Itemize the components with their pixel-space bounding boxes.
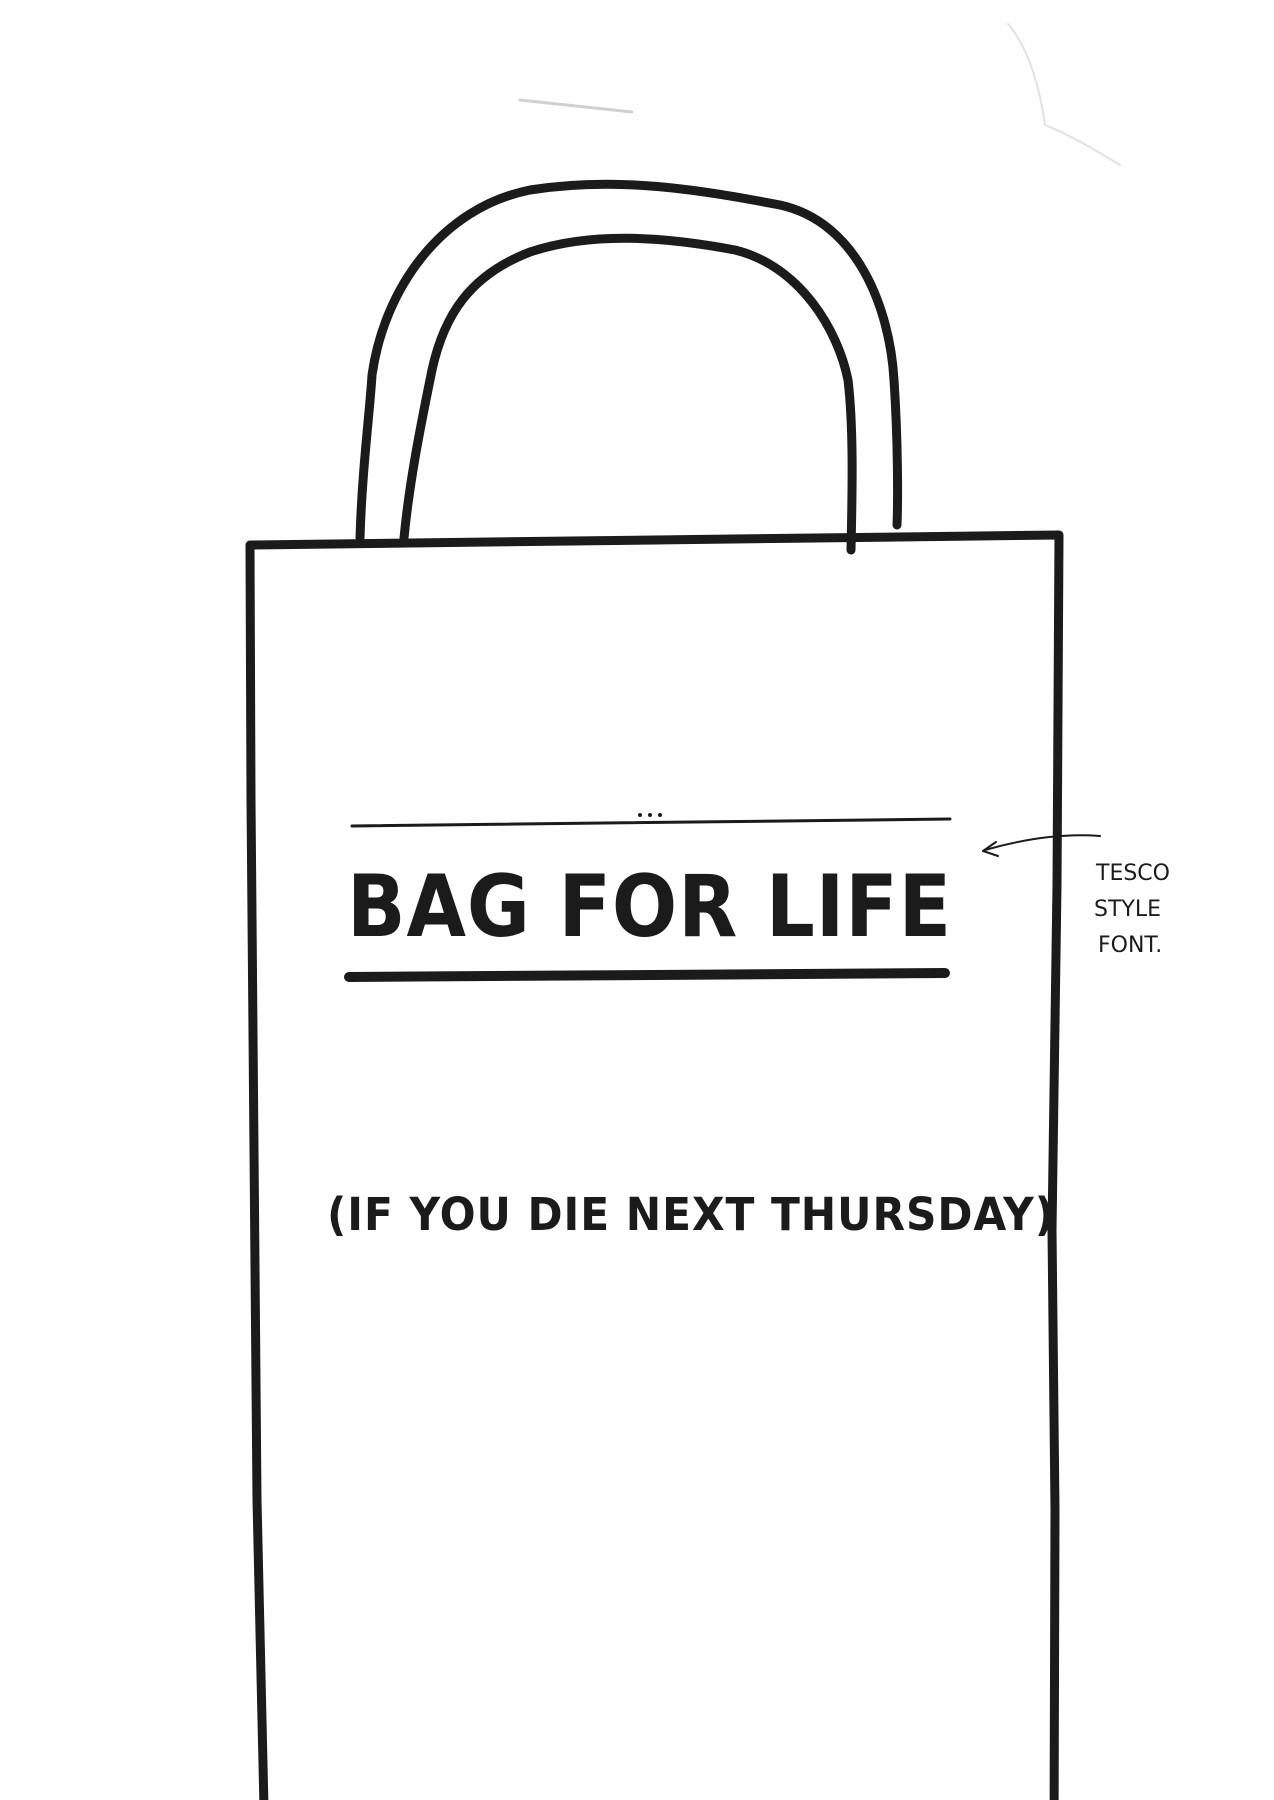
rule-dot bbox=[648, 813, 652, 817]
pencil-smudge bbox=[520, 100, 632, 112]
annotation-line-3: FONT. bbox=[1098, 933, 1163, 958]
annotation-line-1: TESCO bbox=[1096, 861, 1170, 886]
annotation-arrow bbox=[985, 835, 1100, 850]
title-top-rule bbox=[352, 819, 950, 826]
bag-handle-inner bbox=[404, 238, 852, 550]
rule-dot bbox=[638, 813, 642, 817]
bag-subtitle: (IF YOU DIE NEXT THURSDAY) bbox=[327, 1188, 1055, 1241]
title-underline bbox=[349, 973, 945, 977]
paper-edge-mark bbox=[1008, 24, 1120, 165]
rule-dot bbox=[658, 813, 662, 817]
bag-title: BAG FOR LIFE bbox=[347, 857, 952, 957]
annotation-line-2: STYLE bbox=[1094, 897, 1161, 922]
bag-body bbox=[250, 535, 1059, 1800]
